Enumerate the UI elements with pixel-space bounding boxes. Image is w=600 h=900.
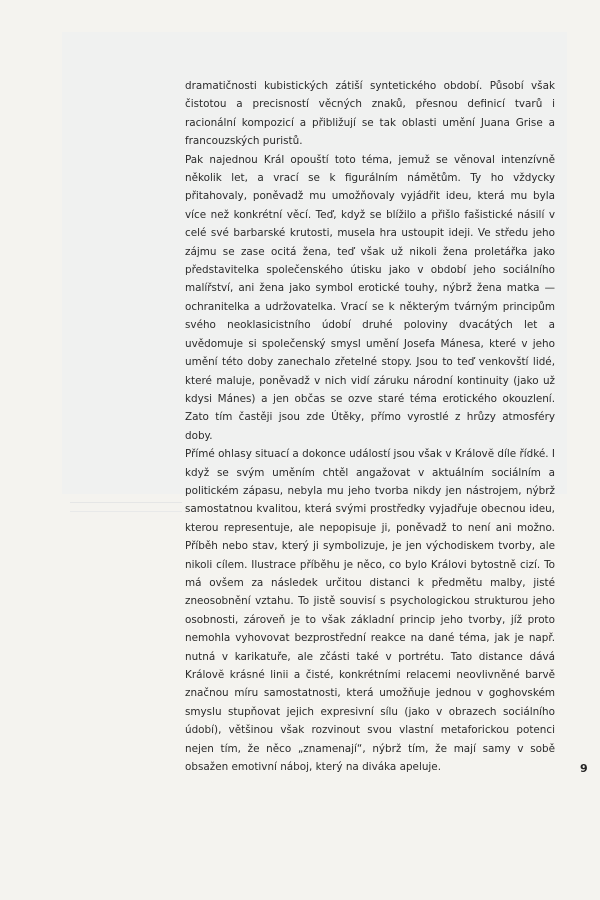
paragraph-3: Přímé ohlasy situací a dokonce událostí jsou však v Královĕ díle řídké. I když se svým uměním chtěl angažovat v aktuálním sociálním a politickém zápasu, nebyla mu jeho tvorba nikdy jen nástrojem, nýbrž samostatnou kvalitou, která svými prostředky vyjadřuje obecnou ideu, kterou representuje, ale nepopisuje ji, poněvadž to není ani možno. Příběh nebo stav, který ji symbolizuje, je jen východiskem tvorby, ale nikoli cílem. Ilustrace příběhu je něco, co bylo Královi bytostně cizí. To má ovšem za následek určitou distanci k předmětu malby, jisté zneosobnění vztahu. To jistě souvisí s psychologickou strukturou jeho osobnosti, zároveň je to však základní princip jeho tvorby, jíž proto nemohla vyhovovat bezprostřední reakce na dané téma, jak je např. nutná v karikatuře, ale zčásti také v portrétu. Tato distance dává Královĕ krásné linii a čisté, konkrétními relacemi neovlivněné barvě značnou míru samostatnosti, která umožňuje jednou v goghovském smyslu stupňovat jejich expresivní sílu (jako v obrazech sociálního údobí), většinou však rozvinout svou vlastní metaforickou potenci nejen tím, že něco „znamenají“, nýbrž tím, že mají samy v sobě obsažen emotivní náboj, který na diváka apeluje.: [185, 448, 555, 774]
paragraph-2: Pak najednou Král opouští toto téma, jemuž se věnoval intenzívně několik let, a vrací se k figurálním námětům. Ty ho vždycky přitahovaly, poněvadž mu umožňovaly vyjádřit ideu, která mu byla více než konkrétní věcí. Teď, když se blížilo a přišlo fašistické násilí v celé své barbarské krutosti, musela hra ustoupit ideji. Ve středu jeho zájmu se zase ocitá žena, teď však už nikoli žena proletářka jako představitelka společenského útisku jako v období jeho sociálního malířství, ani žena jako symbol erotické touhy, nýbrž žena matka — ochranitelka a udržovatelka. Vrací se k některým tvárným principům svého neoklasicistního údobí druhé poloviny dvacátých let a uvědomuje si společenský smysl umění Josefa Mánesa, které v jeho umění této doby zanechalo zřetelné stopy. Jsou to teď venkovští lidé, které maluje, poněvadž v nich vidí záruku národní kontinuity (jako už kdysi Mánes) a jen občas se ozve staré téma erotického okouzlení. Zato tím častěji jsou zde Útěky, přímo vyrostlé z hrůzy atmosféry doby.: [185, 153, 555, 442]
page-number: 9: [580, 762, 588, 775]
text-column: [185, 77, 555, 776]
show-through-caption: [70, 502, 182, 512]
paragraph-1: dramatičnosti kubistických zátiší syntetického období. Působí však čistotou a precisností věcných znaků, přesnou definicí tvarů i racionální kompozicí a přibližují se tak oblasti umění Juana Grise a francouzských puristů.: [185, 80, 555, 148]
